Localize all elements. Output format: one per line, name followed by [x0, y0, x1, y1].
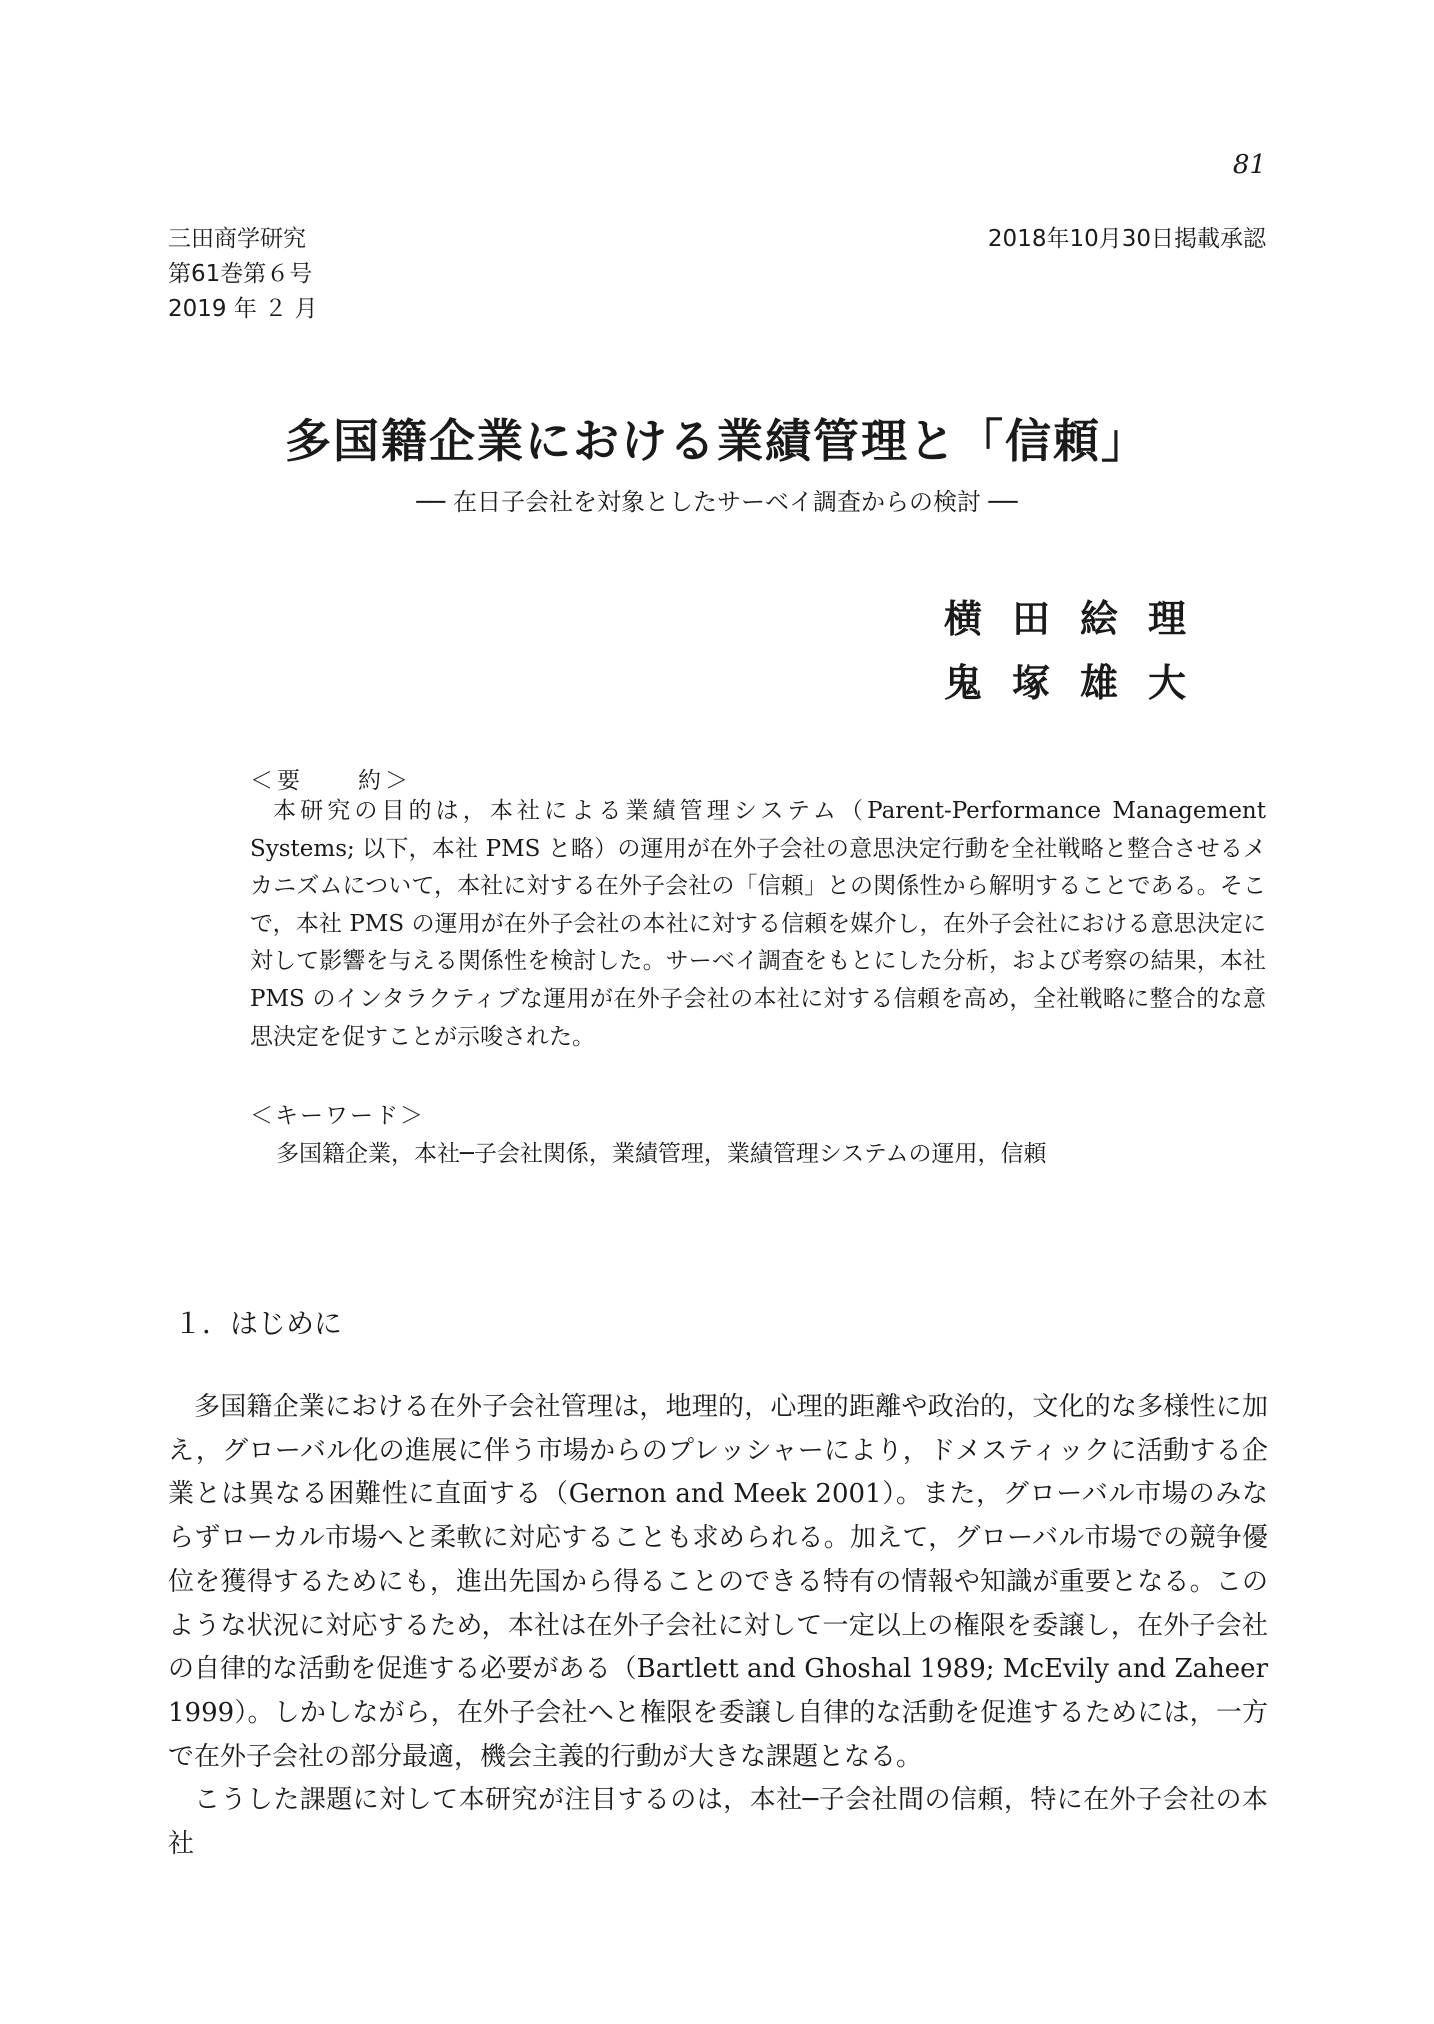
- body-paragraph: 多国籍企業における在外子会社管理は，地理的，心理的距離や政治的，文化的な多様性に加え，グローバル化の進展に伴う市場からのプレッシャーにより，ドメスティックに活動する企業とは異なる困難性に直面する（Gernon and Meek 2001）。また，グローバル市場のみならずローカル市場へと柔軟に対応することも求められる。加えて，グローバル市場での競争優位を獲得するためにも，進出先国から得ることのできる特有の情報や知識が重要となる。このような状況に対応するため，本社は在外子会社に対して一定以上の権限を委譲し，在外子会社の自律的な活動を促進する必要がある（Bartlett and Ghoshal 1989; McEvily and Zaheer 1999）。しかしながら，在外子会社へと権限を委譲し自律的な活動を促進するためには，一方で在外子会社の部分最適，機会主義的行動が大きな課題となる。: [168, 1392, 1268, 1772]
- keywords-heading: ＜キーワード＞: [250, 1103, 425, 1129]
- author-name: 鬼塚雄大: [943, 660, 1216, 705]
- author-name: 横田絵理: [943, 596, 1216, 641]
- page-number: 81: [1232, 150, 1266, 180]
- volume-issue: 第61巻第６号: [168, 261, 313, 287]
- abstract-heading: ＜要 約＞: [250, 768, 412, 794]
- keywords-list: 多国籍企業，本社─子会社関係，業績管理，業績管理システムの運用，信頼: [276, 1141, 1047, 1167]
- abstract-body: 本研究の目的は，本社による業績管理システム（Parent-Performance Management Systems; 以下，本社 PMS と略）の運用が在外子会社の意思決定行動を全社戦略と整合させるメカニズムについて，本社に対する在外子会社の「信頼」との関係性から解明することである。そこで，本社 PMS の運用が在外子会社の本社に対する信頼を媒介し，在外子会社における意思決定に対して影響を与える関係性を検討した。サーベイ調査をもとにした分析，および考察の結果，本社 PMS のインタラクティブな運用が在外子会社の本社に対する信頼を高め，全社戦略に整合的な意思決定を促すことが示唆された。: [250, 798, 1266, 1050]
- section-body: [168, 1386, 1268, 1867]
- section-heading: １．はじめに: [174, 1307, 343, 1340]
- article-subtitle: ── 在日子会社を対象としたサーベイ調査からの検討 ──: [416, 488, 1018, 516]
- article-title: 多国籍企業における業績管理と「信頼」: [285, 414, 1149, 468]
- acceptance-date: 2018年10月30日掲載承認: [987, 226, 1266, 252]
- body-paragraph: こうした課題に対して本研究が注目するのは，本社─子会社間の信頼，特に在外子会社の本社: [168, 1785, 1268, 1860]
- publication-date: 2019 年 ２ 月: [168, 296, 318, 322]
- journal-name: 三田商学研究: [168, 226, 306, 252]
